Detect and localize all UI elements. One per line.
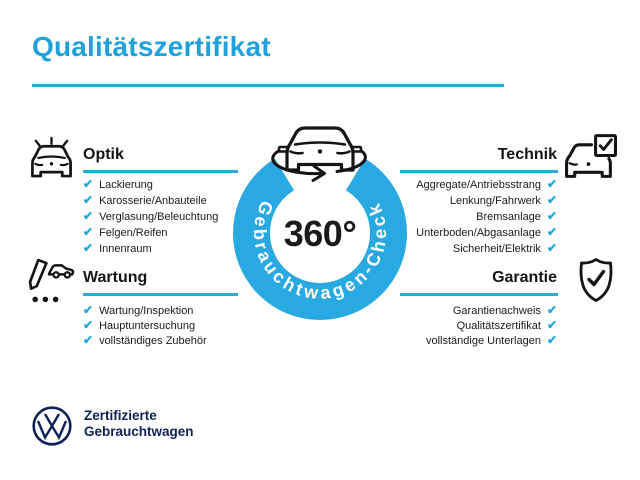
check-item	[83, 303, 207, 318]
shield-check-icon	[576, 257, 616, 303]
check-item-label: Lenkung/Fahrwerk	[449, 195, 541, 207]
garantie-underline	[400, 293, 558, 296]
check-icon: ✔	[546, 302, 557, 317]
check-item	[83, 225, 218, 241]
check-item-label: Verglasung/Beleuchtung	[99, 211, 219, 223]
check-item-label: Sicherheit/Elektrik	[452, 243, 541, 255]
check-item-label: Unterboden/Abgasanlage	[416, 227, 541, 239]
footer-line1: Zertifizierte	[84, 408, 157, 423]
check-icon: ✔	[83, 193, 94, 207]
ring-label: Gebrauchtwagen-Check	[249, 197, 391, 304]
check-icon: ✔	[83, 241, 94, 255]
service-checklist-icon	[26, 257, 75, 306]
title-underline	[32, 84, 504, 87]
check-item-label: Karosserie/Anbauteile	[99, 195, 207, 207]
check-item-label: Bremsanlage	[476, 211, 541, 223]
check-item-label: Lackierung	[99, 179, 153, 191]
check-item-label: Wartung/Inspektion	[99, 304, 194, 317]
check-icon: ✔	[83, 209, 94, 223]
check-icon: ✔	[546, 332, 557, 347]
check-item-label: Aggregate/Antriebsstrang	[416, 179, 541, 191]
check-icon: ✔	[83, 332, 94, 347]
check-item	[83, 177, 218, 193]
wartung-item-list	[83, 303, 207, 348]
check-item-label: vollständige Unterlagen	[425, 334, 541, 347]
check-item	[83, 241, 218, 257]
check-icon: ✔	[83, 302, 94, 317]
wartung-underline	[83, 293, 238, 296]
360-check-graphic	[225, 113, 415, 325]
check-item	[83, 209, 218, 225]
check-item-label: Innenraum	[99, 243, 152, 255]
check-icon: ✔	[83, 177, 94, 191]
optik-underline	[83, 170, 238, 173]
footer-claim	[84, 408, 194, 440]
vw-logo	[32, 406, 72, 446]
section-header-technik: Technik	[497, 146, 557, 163]
check-icon: ✔	[546, 225, 557, 239]
check-icon: ✔	[546, 317, 557, 332]
check-icon: ✔	[546, 177, 557, 191]
degree-label: 360°	[283, 213, 357, 254]
check-item	[83, 333, 207, 348]
check-item-label: Hauptuntersuchung	[99, 319, 196, 332]
check-icon: ✔	[83, 225, 94, 239]
check-item	[385, 333, 557, 348]
section-header-optik: Optik	[83, 146, 124, 163]
optik-item-list	[83, 177, 218, 257]
check-item-label: Garantienachweis	[452, 304, 541, 317]
section-header-wartung: Wartung	[83, 269, 148, 286]
check-item	[83, 318, 207, 333]
check-icon: ✔	[546, 193, 557, 207]
check-icon: ✔	[546, 241, 557, 255]
section-header-garantie: Garantie	[492, 269, 557, 286]
car-headlights-icon	[28, 134, 75, 179]
check-icon: ✔	[546, 209, 557, 223]
check-item	[83, 193, 218, 209]
check-item-label: vollständiges Zubehör	[99, 334, 207, 347]
page-title: Qualitätszertifikat	[32, 31, 271, 62]
footer-line2: Gebrauchtwagen	[84, 424, 194, 440]
check-item-label: Qualitätszertifikat	[456, 319, 541, 332]
car-checkbox-icon	[563, 133, 618, 180]
check-item-label: Felgen/Reifen	[99, 227, 168, 239]
technik-underline	[400, 170, 558, 173]
check-icon: ✔	[83, 317, 94, 332]
